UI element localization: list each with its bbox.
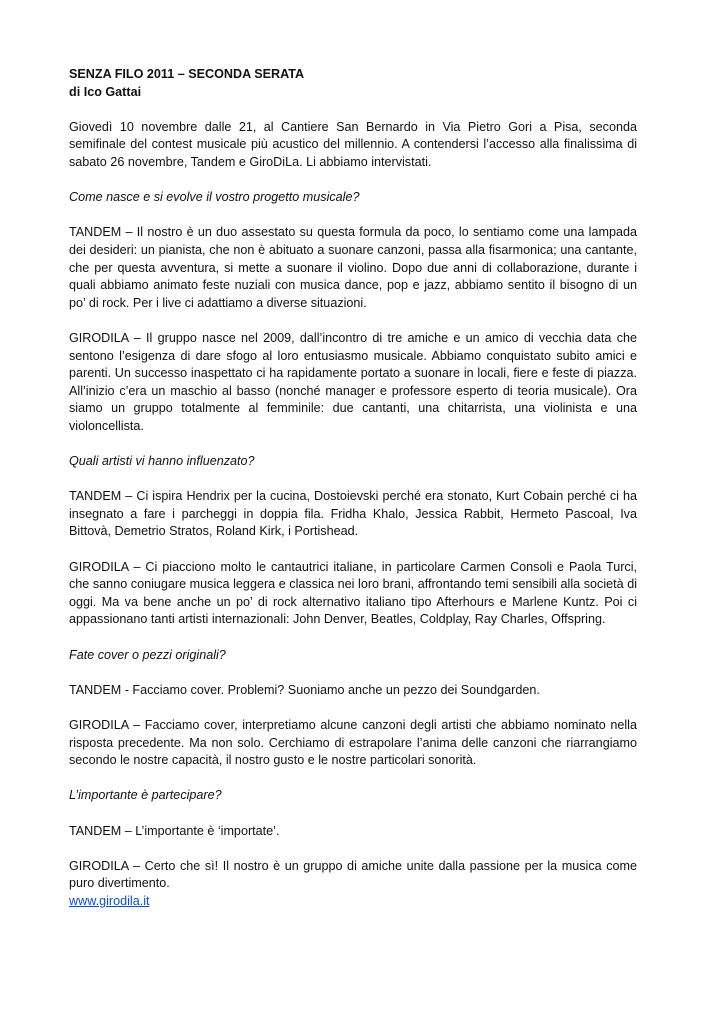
link-line bbox=[69, 893, 637, 911]
spacer bbox=[69, 172, 637, 190]
website-link[interactable]: www.girodila.it bbox=[69, 893, 150, 908]
answer-girodila-4: GIRODILA – Certo che sì! Il nostro è un gruppo di amiche unite dalla passione per la musica come puro divertimento. bbox=[69, 858, 637, 891]
question-2: Quali artisti vi hanno influenzato? bbox=[69, 454, 255, 469]
question-4: L’importante è partecipare? bbox=[69, 788, 222, 803]
spacer bbox=[69, 664, 637, 682]
article-title: SENZA FILO 2011 – SECONDA SERATA bbox=[69, 67, 305, 81]
spacer bbox=[69, 805, 637, 823]
spacer bbox=[69, 840, 637, 858]
answer-tandem-1: TANDEM – Il nostro è un duo assestato su questa formula da poco, lo sentiamo come una lampada dei desideri: un pianista, che non è abituato a suonare canzoni, passa alla fisarmonica; una cantante, che per questa avventura, si mette a suonare il violino. Dopo due anni di collaborazione, durante i quali abbiamo animato feste nuziali con musica dance, pop e jazz, abbiamo sentito il bisogno di un po’ di rock. Per i live ci adattiamo a diverse situazioni. bbox=[69, 225, 637, 310]
article-author: di Ico Gattai bbox=[69, 84, 142, 99]
answer-tandem-4: TANDEM – L’importante è ‘importate’. bbox=[69, 823, 280, 838]
answer-girodila-1: GIRODILA – Il gruppo nasce nel 2009, dall’incontro di tre amiche e un amico di vecchia data che sentono l’esigenza di dare sfogo al loro entusiasmo musicale. Abbiamo conquistato subito amici e parenti. Un successo inaspettato ci ha rapidamente portato a suonare in locali, fiere e feste di piazza. All’inizio c’era un maschio al basso (nonché manager e professore esperto di teoria musicale). Ora siamo un gruppo totalmente al femminile: due cantanti, una chitarrista, una violinista e una violoncellista. bbox=[69, 330, 637, 433]
spacer bbox=[69, 207, 637, 225]
spacer bbox=[69, 699, 637, 717]
spacer bbox=[69, 541, 637, 559]
intro-paragraph: Giovedì 10 novembre dalle 21, al Cantiere San Bernardo in Via Pietro Gori a Pisa, seconda semifinale del contest musicale più acustico del millennio. A contendersi l’accesso alla finalissima di sabato 26 novembre, Tandem e GiroDiLa. Li abbiamo intervistati. bbox=[69, 119, 637, 169]
document-page bbox=[69, 66, 637, 911]
spacer bbox=[69, 471, 637, 489]
answer-girodila-3: GIRODILA – Facciamo cover, interpretiamo alcune canzoni degli artisti che abbiamo nominato nella risposta precedente. Ma non solo. Cerchiamo di estrapolare l’anima delle canzoni che riarrangiamo secondo le nostre capacità, il nostro gusto e le nostre particolari sonorità. bbox=[69, 717, 637, 768]
spacer bbox=[69, 312, 637, 330]
spacer bbox=[69, 435, 637, 453]
answer-girodila-2: GIRODILA – Ci piacciono molto le cantautrici italiane, in particolare Carmen Consoli e Paola Turci, che sanno coniugare musica leggera e classica nei loro brani, affrontando temi sensibili alla società di oggi. Ma va bene anche un po’ di rock alternativo italiano tipo Afterhours e Marlene Kuntz. Poi ci appassionano tanti artisti internazionali: John Denver, Beatles, Coldplay, Ray Charles, Offspring. bbox=[69, 559, 637, 627]
answer-tandem-3: TANDEM - Facciamo cover. Problemi? Suoniamo anche un pezzo dei Soundgarden. bbox=[69, 682, 540, 697]
spacer bbox=[69, 101, 637, 119]
question-1: Come nasce e si evolve il vostro progetto musicale? bbox=[69, 190, 360, 205]
answer-tandem-2: TANDEM – Ci ispira Hendrix per la cucina, Dostoievski perché era stonato, Kurt Cobain perché ci ha insegnato a fare i parcheggi in doppia fila. Fridha Khalo, Jessica Rabbit, Hermeto Pascoal, Iva Bittovà, Demetrio Stratos, Roland Kirk, i Portishead. bbox=[69, 489, 637, 539]
spacer bbox=[69, 770, 637, 788]
spacer bbox=[69, 629, 637, 647]
question-3: Fate cover o pezzi originali? bbox=[69, 647, 226, 662]
